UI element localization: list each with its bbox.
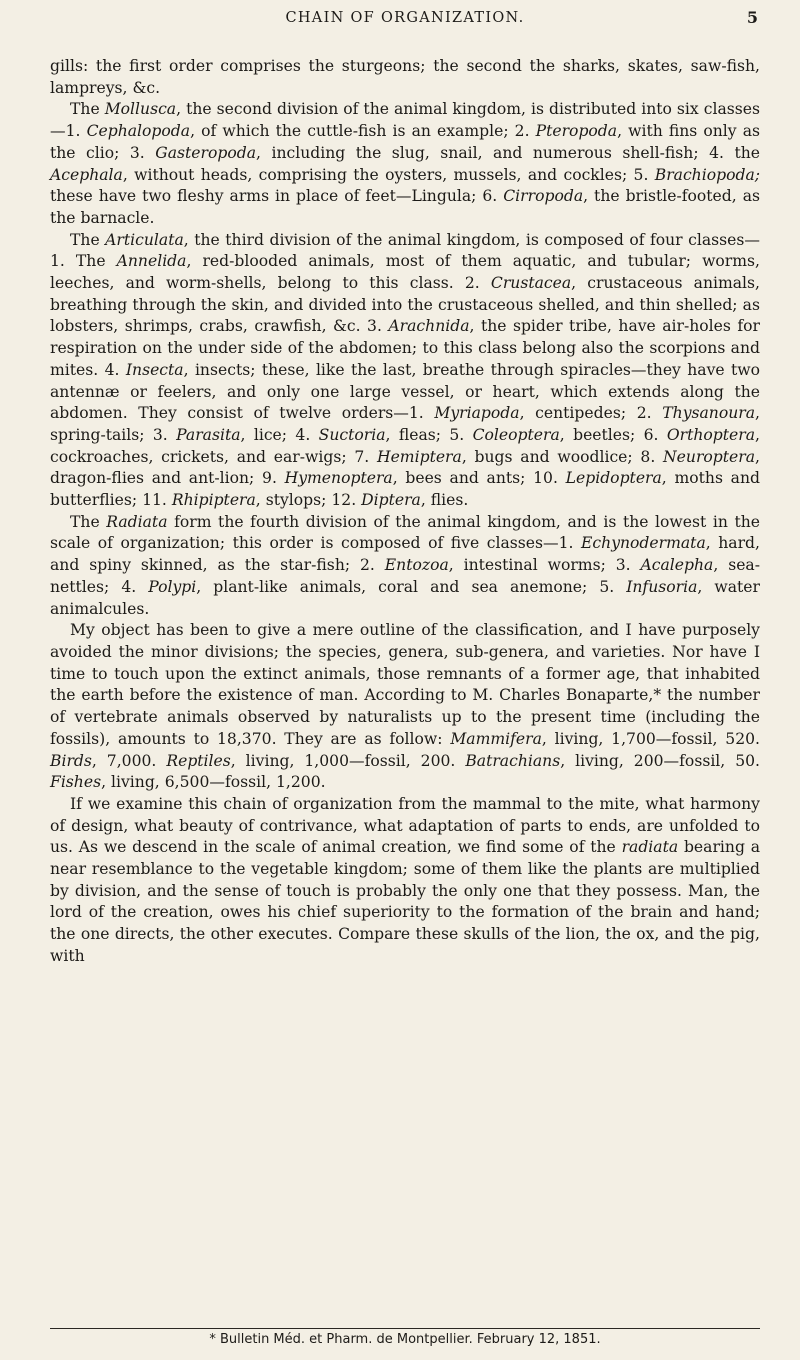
page-header — [50, 6, 760, 34]
paragraph-chain-of-organization: If we examine this chain of organization from the mammal to the mite, what harmony of design, what beauty of contrivance, what adaptation of parts to ends, are unfolded to us. As we descend in the scale of animal creation, we find some of the radiata bearing a near resemblance to the vegetable kingdom; some of them like the plants are multiplied by division, and the sense of touch is probably the only one that they possess. Man, the lord of the creation, owes his chief superiority to the formation of the brain and hand; the one directs, the other executes. Compare these skulls of the lion, the ox, and the pig, with — [50, 794, 761, 965]
paragraph-articulata: The Articulata, the third division of the animal kingdom, is composed of four classes—1. The Annelida, red-blooded animals, most of them aquatic, and tubular; worms, leeches, and worm-shells, belong to this class. 2. Crustacea, crustaceous animals, breathing through the skin, and divided into the crustaceous shelled, and thin shelled; as lobsters, shrimps, crabs, crawfish, &c. 3. Arachnida, the spider tribe, have air-holes for respiration on the under side of the abdomen; to this class belong also the scorpions and mites. 4. Insecta, insects; these, like the last, breathe through spiracles—they have two antennæ or feelers, and only one large vessel, or heart, which extends along the abdomen. They consist of twelve orders—1. Myriapoda, centipedes; 2. Thysanoura, spring-tails; 3. Parasita, lice; 4. Suctoria, fleas; 5. Coleoptera, beetles; 6. Orthoptera, cockroaches, crickets, and ear-wigs; 7. Hemiptera, bugs and woodlice; 8. Neuroptera, dragon-flies and ant-lion; 9. Hymenoptera, bees and ants; 10. Lepidoptera, moths and butterflies; 11. Rhipiptera, stylops; 12. Diptera, flies. — [50, 230, 761, 510]
footnote: * Bulletin Méd. et Pharm. de Montpellier. February 12, 1851. — [209, 1332, 601, 1347]
paragraph-mollusca: The Mollusca, the second division of the animal kingdom, is distributed into six classes—1. Cephalopoda, of which the cuttle-fish is an example; 2. Pteropoda, with fins only as the clio; 3. Gasteropoda, including the slug, snail, and numerous shell-fish; 4. the Acephala, without heads, comprising the oysters, mussels, and cockles; 5. Brachiopoda; these have two fleshy arms in place of feet—Lingula; 6. Cirropoda, the bristle-footed, as the barnacle. — [50, 100, 760, 227]
body-text — [50, 56, 760, 968]
paragraph-radiata: The Radiata form the fourth division of the animal kingdom, and is the lowest in the scale of organization; this order is composed of five classes—1. Echynodermata, hard, and spiny skinned, as the star-fish; 2. Entozoa, intestinal worms; 3. Acalepha, sea-nettles; 4. Polypi, plant-like animals, coral and sea anemone; 5. Infusoria, water animalcules. — [50, 512, 761, 618]
page-number: 5 — [746, 8, 758, 27]
paragraph-classification-outline: My object has been to give a mere outline of the classification, and I have purposely avoided the minor divisions; the species, genera, sub-genera, and varieties. Nor have I time to touch upon the extinct animals, those remnants of a former age, that inhabited the earth before the existence of man. According to M. Charles Bonaparte,* the number of vertebrate animals observed by naturalists up to the present time (including the fossils), amounts to 18,370. They are as follow: Mammifera, living, 1,700—fossil, 520. Birds, 7,000. Reptiles, living, 1,000—fossil, 200. Batrachians, living, 200—fossil, 50. Fishes, living, 6,500—fossil, 1,200. — [50, 621, 760, 792]
footnote-divider — [50, 1328, 760, 1329]
running-head: CHAIN OF ORGANIZATION. — [285, 10, 525, 26]
paragraph-fishes-continued: gills: the first order comprises the sturgeons; the second the sharks, skates, saw-fish, lampreys, &c. — [50, 57, 760, 97]
